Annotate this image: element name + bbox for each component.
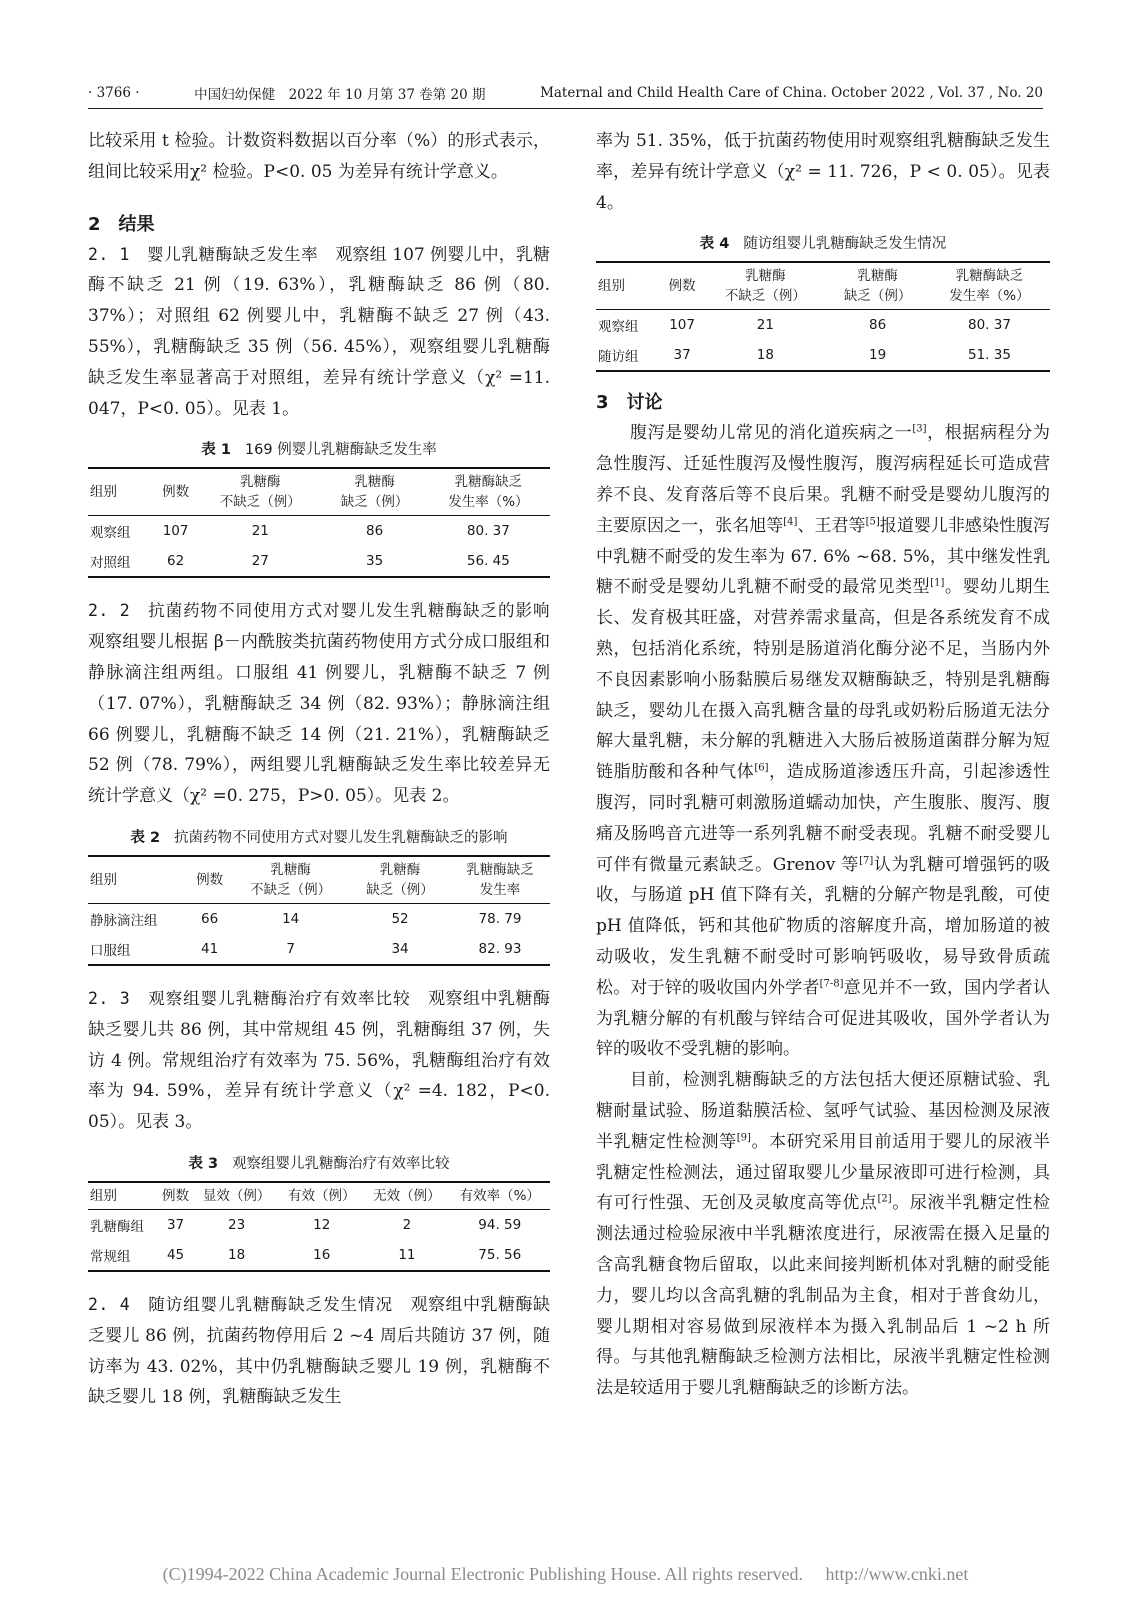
table-header-cell: 乳糖酶 缺乏（例）	[366, 861, 434, 898]
right-column	[596, 126, 1050, 1404]
table-3-caption: 表 3 观察组婴儿乳糖酶治疗有效率比较	[188, 1155, 450, 1172]
section-2-3	[88, 984, 550, 1138]
table-header-cell: 例数	[162, 1187, 190, 1204]
table-cell: 45	[166, 1246, 185, 1263]
table-cell: 18	[756, 347, 774, 364]
discussion-paragraph-1: 腹泻是婴幼儿常见的消化道疾病之一[3]，根据病程分为急性腹泻、迁延性腹泻及慢性腹泻，腹泻病程延长可造成营养不良、发育落后等不良后果。乳糖不耐受是婴幼儿腹泻的主要原因之一，张名旭等[4]、王君等[5]报道婴儿非感染性腹泻中乳糖不耐受的发生率为 67. 6% ~68. 5%，其中继发性乳糖不耐受是婴幼儿乳糖不耐受的最常见类型[1]。婴幼儿期生长、发育极其旺盛，对营养需求量高，但是各系统发育不成熟，包括消化系统，特别是肠道消化酶分泌不足，当肠内外不良因素影响小肠黏膜后易继发双糖酶缺乏，特别是乳糖酶缺乏，婴幼儿在摄入高乳糖含量的母乳或奶粉后肠道无法分解大量乳糖，未分解的乳糖进入大肠后被肠道菌群分解为短链脂肪酸和各种气体[6]，造成肠道渗透压升高，引起渗透性腹泻，同时乳糖可刺激肠道蠕动加快，产生腹胀、腹泻、腹痛及肠鸣音亢进等一系列乳糖不耐受表现。乳糖不耐受婴儿可伴有微量元素缺乏。Grenov 等[7]认为乳糖可增强钙的吸收，与肠道 pH 值下降有关，乳糖的分解产物是乳酸，可使 pH 值降低，钙和其他矿物质的溶解度升高，增加肠道的被动吸收，发生乳糖不耐受时可影响钙吸收，易导致骨质疏松。对于锌的吸收国内外学者[7-8]意见并不一致，国内学者认为乳糖分解的有机酸与锌结合可促进其吸收，国外学者认为锌的吸收不受乳糖的影响。	[596, 423, 1051, 1060]
section-2-2	[88, 596, 550, 812]
table-cell: 41	[201, 940, 219, 957]
section-2-1-title: 2. 1 婴儿乳糖酶缺乏发生率	[88, 244, 319, 264]
table-header-cell: 乳糖酶 缺乏（例）	[340, 474, 409, 511]
methods-paragraph-end: 比较采用 t 检验。计数资料数据以百分率（%）的形式表示，组间比较采用χ² 检验。P<0. 05 为差异有统计学意义。	[88, 131, 550, 182]
table-cell: 52	[391, 910, 409, 927]
discussion-heading: 3 讨论	[596, 392, 663, 414]
discussion-paragraph-2: 目前，检测乳糖酶缺乏的方法包括大便还原糖试验、乳糖耐量试验、肠道黏膜活检、氢呼气试验、基因检测及尿液半乳糖定性检测等[9]。本研究采用目前适用于婴儿的尿液半乳糖定性检测法，通过留取婴儿少量尿液即可进行检测，具有可行性强、无创及灵敏度高等优点[2]。尿液半乳糖定性检测法通过检验尿液中半乳糖浓度进行，尿液需在摄入足量的含高乳糖食物后留取，以此来间接判断机体对乳糖的耐受能力，婴儿均以含高乳糖的乳制品为主食，相对于普食幼儿，婴儿期相对容易做到尿液样本为摄入乳制品后 1 ~2 h 所得。与其他乳糖酶缺乏检测方法相比，尿液半乳糖定性检测法是较适用于婴儿乳糖酶缺乏的诊断方法。	[596, 1070, 1051, 1399]
table-cell: 37	[166, 1216, 185, 1233]
table-4	[596, 261, 1050, 372]
table-header-cell: 乳糖酶缺乏 发生率（%）	[949, 268, 1030, 305]
table-cell: 口服组	[90, 942, 131, 959]
table-cell: 2	[402, 1216, 412, 1233]
table-cell: 34	[391, 940, 409, 957]
table-cell: 观察组	[90, 525, 131, 542]
table-cell: 94. 59	[478, 1216, 522, 1233]
section-2-4-body: 观察组中乳糖酶缺乏婴儿 86 例，抗菌药物停用后 2 ~4 周后共随访 37 例，随访率为 43. 02%，其中仍乳糖酶缺乏婴儿 19 例，乳糖酶不缺乏婴儿 18 例，乳糖酶缺乏发生	[88, 1294, 551, 1408]
table-row	[88, 546, 550, 577]
table-cell: 78. 79	[478, 910, 522, 927]
citation: [3]	[912, 423, 927, 435]
table-header-cell: 例数	[668, 278, 696, 295]
table-cell: 静脉滴注组	[90, 912, 158, 929]
table-header-cell: 乳糖酶 不缺乏（例）	[219, 474, 301, 511]
table-header-cell: 乳糖酶 不缺乏（例）	[724, 268, 806, 305]
table-cell: 12	[313, 1216, 331, 1233]
section-2-3-body: 观察组中乳糖酶缺乏婴儿共 86 例，其中常规组 45 例，乳糖酶组 37 例，失访 4 例。常规组治疗有效率为 75. 56%，乳糖酶组治疗有效率为 94. 59%，差异有统计学意义（χ² =4. 182，P<0. 05）。见表 3。	[88, 988, 551, 1133]
table-2	[88, 855, 550, 966]
table-cell: 27	[251, 553, 269, 570]
table-row	[88, 1209, 550, 1240]
table-cell: 7	[286, 940, 295, 957]
table-cell: 21	[756, 317, 774, 334]
header-rule	[88, 108, 1043, 109]
table-cell: 乳糖酶组	[90, 1218, 144, 1235]
table-header-row	[88, 1182, 550, 1210]
table-cell: 86	[869, 317, 887, 334]
table-row	[88, 1240, 550, 1271]
section-2-2-body: 观察组婴儿根据 β－内酰胺类抗菌药物使用方式分成口服组和静脉滴注组两组。口服组 41 例婴儿，乳糖酶不缺乏 7 例（17. 07%），乳糖酶缺乏 34 例（82. 93%）；静脉滴注组 66 例婴儿，乳糖酶不缺乏 14 例（21. 21%），乳糖酶缺乏 52 例（78. 79%），两组婴儿乳糖酶缺乏发生率比较差异无统计学意义（χ² =0. 275，P>0. 05）。见表 2。	[88, 632, 550, 807]
table-4-caption: 表 4 随访组婴儿乳糖酶缺乏发生情况	[699, 236, 947, 253]
table-header-cell: 有效（例）	[288, 1187, 356, 1204]
citation: [7]	[859, 854, 874, 866]
section-2-1	[88, 240, 550, 425]
table-header-row	[596, 262, 1050, 310]
journal-title-en: Maternal and Child Health Care of China. October 2022 , Vol. 37 , No. 20	[540, 85, 1043, 101]
results-heading: 2 结果	[88, 213, 155, 235]
table-header-cell: 无效（例）	[373, 1187, 441, 1204]
journal-title-cn: 中国妇幼保健 2022 年 10 月第 37 卷第 20 期	[194, 87, 486, 103]
table-cell: 18	[227, 1246, 246, 1263]
table-header-cell: 有效率（%）	[459, 1187, 540, 1204]
table-header-cell: 组别	[90, 1187, 117, 1204]
table-cell: 82. 93	[478, 940, 522, 957]
table-header-cell: 乳糖酶缺乏 发生率（%）	[448, 474, 529, 511]
table-cell: 35	[366, 553, 384, 570]
citation: [2]	[877, 1193, 892, 1205]
copyright-footer: (C)1994-2022 China Academic Journal Electronic Publishing House. All rights reserved. http://www.cnki.net	[162, 1564, 969, 1584]
citation: [9]	[736, 1132, 751, 1144]
table-header-cell: 例数	[162, 484, 190, 501]
citation: [6]	[754, 762, 769, 774]
table-cell: 观察组	[598, 319, 639, 336]
table-header-cell: 乳糖酶 不缺乏（例）	[250, 861, 332, 898]
table-cell: 75. 56	[478, 1246, 522, 1263]
table-cell: 21	[251, 523, 269, 540]
table-row	[596, 310, 1050, 341]
table-1-caption: 表 1 169 例婴儿乳糖酶缺乏发生率	[201, 442, 437, 459]
table-cell: 16	[313, 1246, 331, 1263]
citation: [4]	[783, 516, 798, 528]
section-2-2-title: 2. 2 抗菌药物不同使用方式对婴儿发生乳糖酶缺乏的影响	[88, 601, 550, 621]
table-cell: 80. 37	[466, 523, 510, 540]
section-2-1-body: 观察组 107 例婴儿中，乳糖酶不缺乏 21 例（19. 63%），乳糖酶缺乏 86 例（80. 37%）；对照组 62 例婴儿中，乳糖酶不缺乏 27 例（43. 55%），乳糖酶缺乏 35 例（56. 45%），观察组婴儿乳糖酶缺乏发生率显著高于对照组，差异有统计学意义（χ² =11. 047，P<0. 05）。见表 1。	[88, 244, 550, 419]
table-cell: 51. 35	[967, 347, 1011, 364]
section-2-4-title: 2. 4 随访组婴儿乳糖酶缺乏发生情况	[88, 1294, 394, 1314]
table-cell: 常规组	[90, 1248, 131, 1265]
section-2-4-continued: 率为 51. 35%，低于抗菌药物使用时观察组乳糖酶缺乏发生率，差异有统计学意义（χ² = 11. 726，P < 0. 05）。见表 4。	[596, 131, 1050, 213]
table-cell: 14	[282, 910, 300, 927]
table-header-cell: 组别	[90, 484, 117, 501]
citation: [1]	[930, 577, 945, 589]
page-number: · 3766 ·	[88, 85, 140, 101]
table-cell: 随访组	[598, 349, 639, 366]
table-2-caption: 表 2 抗菌药物不同使用方式对婴儿发生乳糖酶缺乏的影响	[130, 829, 508, 846]
citation: [5]	[865, 516, 880, 528]
table-header-row	[88, 856, 550, 904]
table-row	[88, 903, 550, 934]
section-2-4	[88, 1290, 550, 1413]
running-header	[88, 80, 1043, 106]
table-header-cell: 组别	[598, 278, 625, 295]
table-row	[596, 340, 1050, 371]
table-row	[88, 934, 550, 965]
table-cell: 56. 45	[466, 553, 510, 570]
table-row	[88, 516, 550, 547]
citation: [7-8]	[819, 978, 844, 990]
table-cell: 23	[227, 1216, 246, 1233]
table-cell: 37	[673, 347, 691, 364]
table-header-cell: 乳糖酶 缺乏（例）	[843, 268, 912, 305]
table-header-cell: 组别	[90, 871, 117, 888]
table-header-cell: 乳糖酶缺乏 发生率	[466, 861, 534, 898]
table-cell: 107	[162, 523, 189, 540]
table-cell: 66	[201, 910, 219, 927]
table-cell: 80. 37	[967, 317, 1011, 334]
table-header-cell: 显效（例）	[202, 1187, 271, 1204]
table-cell: 107	[669, 317, 695, 334]
table-cell: 62	[167, 553, 185, 570]
table-cell: 86	[366, 523, 384, 540]
table-header-cell: 例数	[196, 871, 224, 888]
table-cell: 11	[398, 1246, 416, 1263]
table-3	[88, 1181, 550, 1272]
section-2-3-title: 2. 3 观察组婴儿乳糖酶治疗有效率比较	[88, 988, 411, 1008]
table-header-row	[88, 468, 550, 516]
table-cell: 19	[869, 347, 887, 364]
table-1	[88, 467, 550, 578]
table-cell: 对照组	[90, 555, 131, 572]
left-column	[88, 126, 550, 1413]
